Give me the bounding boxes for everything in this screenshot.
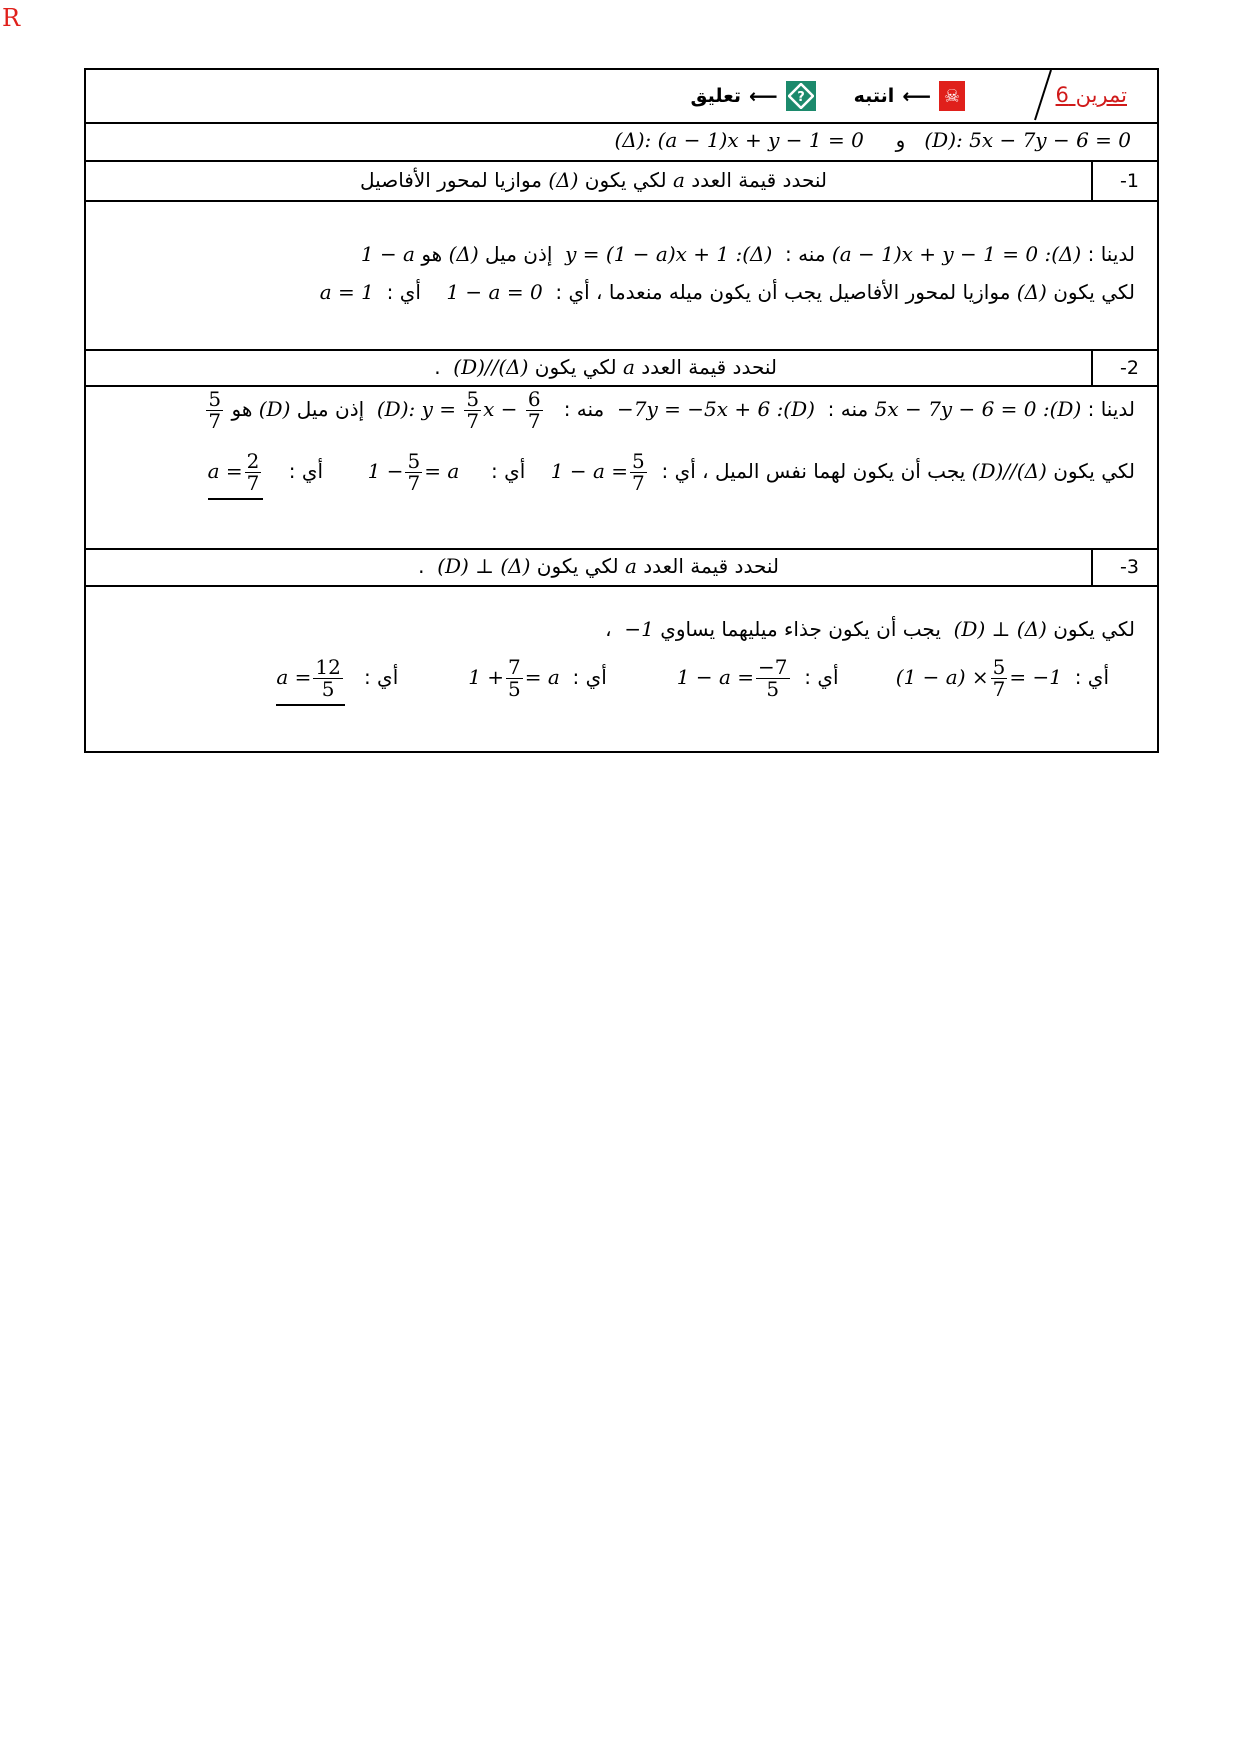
- svg-text:?: ?: [796, 90, 805, 105]
- equation-delta: (Δ): (a − 1)x + y − 1 = 0: [614, 128, 864, 152]
- skull-crossbones-icon: ☠: [939, 81, 965, 111]
- corner-mark: R: [2, 4, 21, 32]
- title-box: [1015, 70, 1157, 122]
- exercise-header: [86, 70, 1157, 122]
- question-prompt: لنحدد قيمة العدد a لكي يكون (D)//(Δ) .: [434, 355, 777, 379]
- rule: [86, 122, 1157, 124]
- question-number: -3: [1120, 556, 1139, 578]
- question-3-solution: [86, 587, 1157, 753]
- legend: [690, 80, 965, 112]
- legend-warning-label: انتبه: [853, 85, 895, 107]
- final-answer: a = $\frac{2}{7}$: [208, 451, 264, 500]
- question-3-header: [86, 550, 1157, 585]
- exercise-title: تمرين 6: [1055, 83, 1127, 107]
- question-prompt: لنحدد قيمة العدد a لكي يكون (Δ) موازيا لمحور الأفاصيل: [360, 168, 827, 192]
- solution-line-2: أي : (1 − a) × $\frac{5}{7}$ = −1 أي : 1 − a = $\frac{-7}{5}$ أي : 1 + $\frac{7}{5}$ = a أي : a = $\frac{12}{5}$: [276, 657, 1109, 706]
- arrow-left-icon: ⟵: [748, 84, 778, 108]
- question-2-solution: [86, 387, 1157, 548]
- connector: و: [895, 128, 906, 152]
- arrow-left-icon: ⟵: [902, 84, 931, 108]
- question-prompt: لنحدد قيمة العدد a لكي يكون (D) ⊥ (Δ) .: [418, 554, 779, 578]
- question-1-header: [86, 162, 1157, 200]
- question-1-solution: [86, 202, 1157, 349]
- question-2-header: [86, 351, 1157, 385]
- solution-line-1: لدينا : (a − 1)x + y − 1 = 0 :(Δ) منه : y = (1 − a)x + 1 :(Δ) إذن ميل (Δ) هو 1 − a: [360, 242, 1135, 266]
- given-equations: [614, 128, 1131, 152]
- legend-comment-label: تعليق: [690, 85, 741, 107]
- exercise-sheet: [84, 68, 1159, 753]
- question-number: -1: [1120, 170, 1139, 192]
- given-row: [86, 126, 1157, 158]
- solution-line-2: لكي يكون (Δ) موازيا لمحور الأفاصيل يجب أن يكون ميله منعدما ، أي : 1 − a = 0 أي : a = 1: [319, 280, 1135, 304]
- final-answer: a = $\frac{12}{5}$: [276, 657, 345, 706]
- question-number: -2: [1120, 357, 1139, 379]
- solution-line-2: لكي يكون (D)//(Δ) يجب أن يكون لهما نفس الميل ، أي : 1 − a = $\frac{5}{7}$ أي : 1 − $\frac{5}{7}$ = a أي : a = $\frac{2}{7}$: [208, 451, 1135, 500]
- equation-d: (D): 5x − 7y − 6 = 0: [924, 128, 1131, 152]
- solution-line-1: لكي يكون (D) ⊥ (Δ) يجب أن يكون جذاء ميليهما يساوي −1 ،: [605, 617, 1135, 641]
- solution-line-1: لدينا : 5x − 7y − 6 = 0 :(D) منه : −7y = −5x + 6 :(D) منه : (D): y = $\frac{5}{7}$ x − $\frac{6}{7}$ إذن ميل (D) هو $\frac{5}{7}$: [208, 387, 1135, 433]
- question-diamond-icon: [786, 81, 816, 111]
